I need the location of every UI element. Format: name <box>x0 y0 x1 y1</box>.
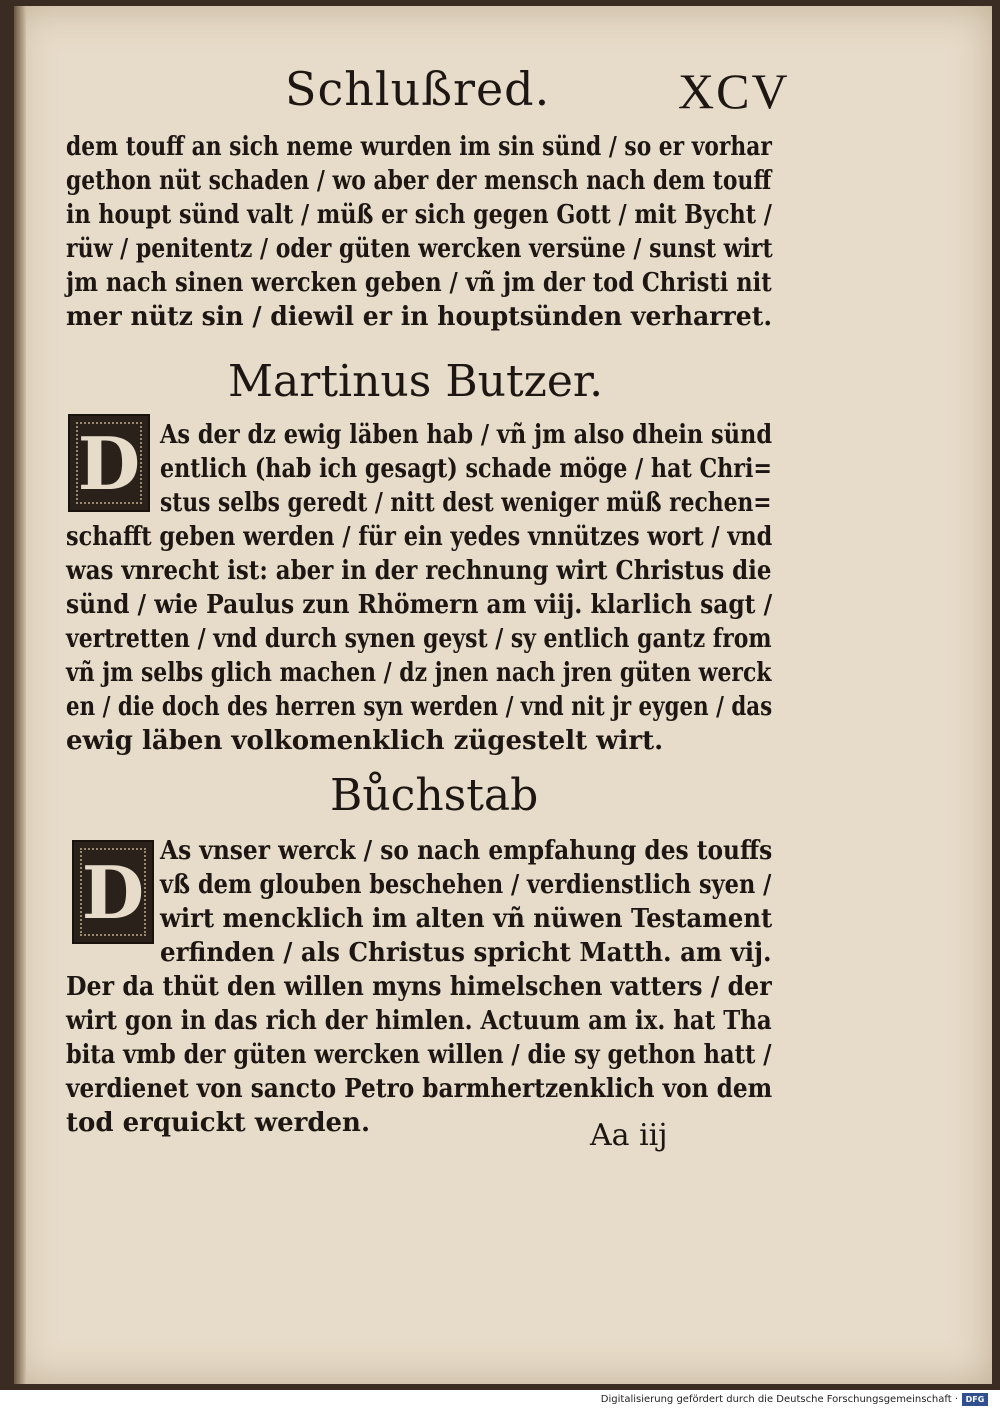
text-line: sünd / wie Paulus zun Rhömern am viij. klarlich sagt / <box>66 590 773 620</box>
section-heading: Martinus Butzer. <box>228 356 604 407</box>
catchword-signature: Aa iij <box>590 1118 668 1153</box>
funding-credit: Digitalisierung gefördert durch die Deutsche Forschungsgemeinschaft · <box>600 1394 958 1405</box>
text-line: entlich (hab ich gesagt) schade möge / hat Chri= <box>160 454 772 484</box>
text-line: wirt gon in das rich der himlen. Actuum am ix. hat Tha <box>66 1006 772 1036</box>
text-line: As vnser werck / so nach empfahung des touffs <box>160 836 773 866</box>
text-line: ewig läben volkomenklich zügestelt wirt. <box>66 726 664 756</box>
text-line: en / die doch des herren syn werden / vnd nit jr eygen / das <box>66 692 773 722</box>
section-heading: Bůchstab <box>330 770 539 821</box>
footer-bar <box>0 1390 1000 1411</box>
text-line: stus selbs geredt / nitt dest weniger müß rechen= <box>160 488 772 518</box>
folio-number: XCV <box>678 63 790 119</box>
text-line: wirt mencklich im alten vñ nüwen Testament <box>160 904 773 934</box>
initial-letter: D <box>81 849 145 935</box>
decorated-initial <box>72 840 154 944</box>
text-line: schafft geben werden / für ein yedes vnnützes wort / vnd <box>66 522 773 552</box>
page-gutter <box>14 6 26 1384</box>
text-line: tod erquickt werden. <box>66 1108 370 1138</box>
text-line: vñ jm selbs glich machen / dz jnen nach jren güten werck <box>66 658 772 688</box>
text-line: gethon nüt schaden / wo aber der mensch nach dem touff <box>66 166 772 196</box>
initial-ornament <box>80 848 146 936</box>
text-line: verdienet von sancto Petro barmhertzenklich von dem <box>66 1074 773 1104</box>
initial-letter: D <box>77 420 141 506</box>
text-line: bita vmb der güten wercken willen / die sy gethon hatt / <box>66 1040 772 1070</box>
text-line: vß dem glouben beschehen / verdienstlich syen / <box>160 870 772 900</box>
text-line: vertretten / vnd durch synen geyst / sy entlich gantz from <box>66 624 772 654</box>
text-line: mer nütz sin / diewil er in houptsünden verharret. <box>66 302 773 332</box>
initial-ornament <box>76 422 142 504</box>
text-line: dem touff an sich neme wurden im sin sünd / so er vorhar <box>66 132 772 162</box>
text-line: jm nach sinen wercken geben / vñ jm der tod Christi nit <box>66 268 772 298</box>
running-head: Schlußred. <box>285 62 551 116</box>
dfg-logo-icon: DFG <box>962 1393 988 1406</box>
text-line: Der da thüt den willen myns himelschen vatters / der <box>66 972 772 1002</box>
text-line: As der dz ewig läben hab / vñ jm also dhein sünd <box>160 420 773 450</box>
text-line: in houpt sünd valt / müß er sich gegen Gott / mit Bycht / <box>66 200 772 230</box>
decorated-initial <box>68 414 150 512</box>
text-line: was vnrecht ist: aber in der rechnung wirt Christus die <box>66 556 772 586</box>
text-line: rüw / penitentz / oder güten wercken versüne / sunst wirt <box>66 234 773 264</box>
text-line: erfinden / als Christus spricht Matth. am vij. <box>160 938 772 968</box>
